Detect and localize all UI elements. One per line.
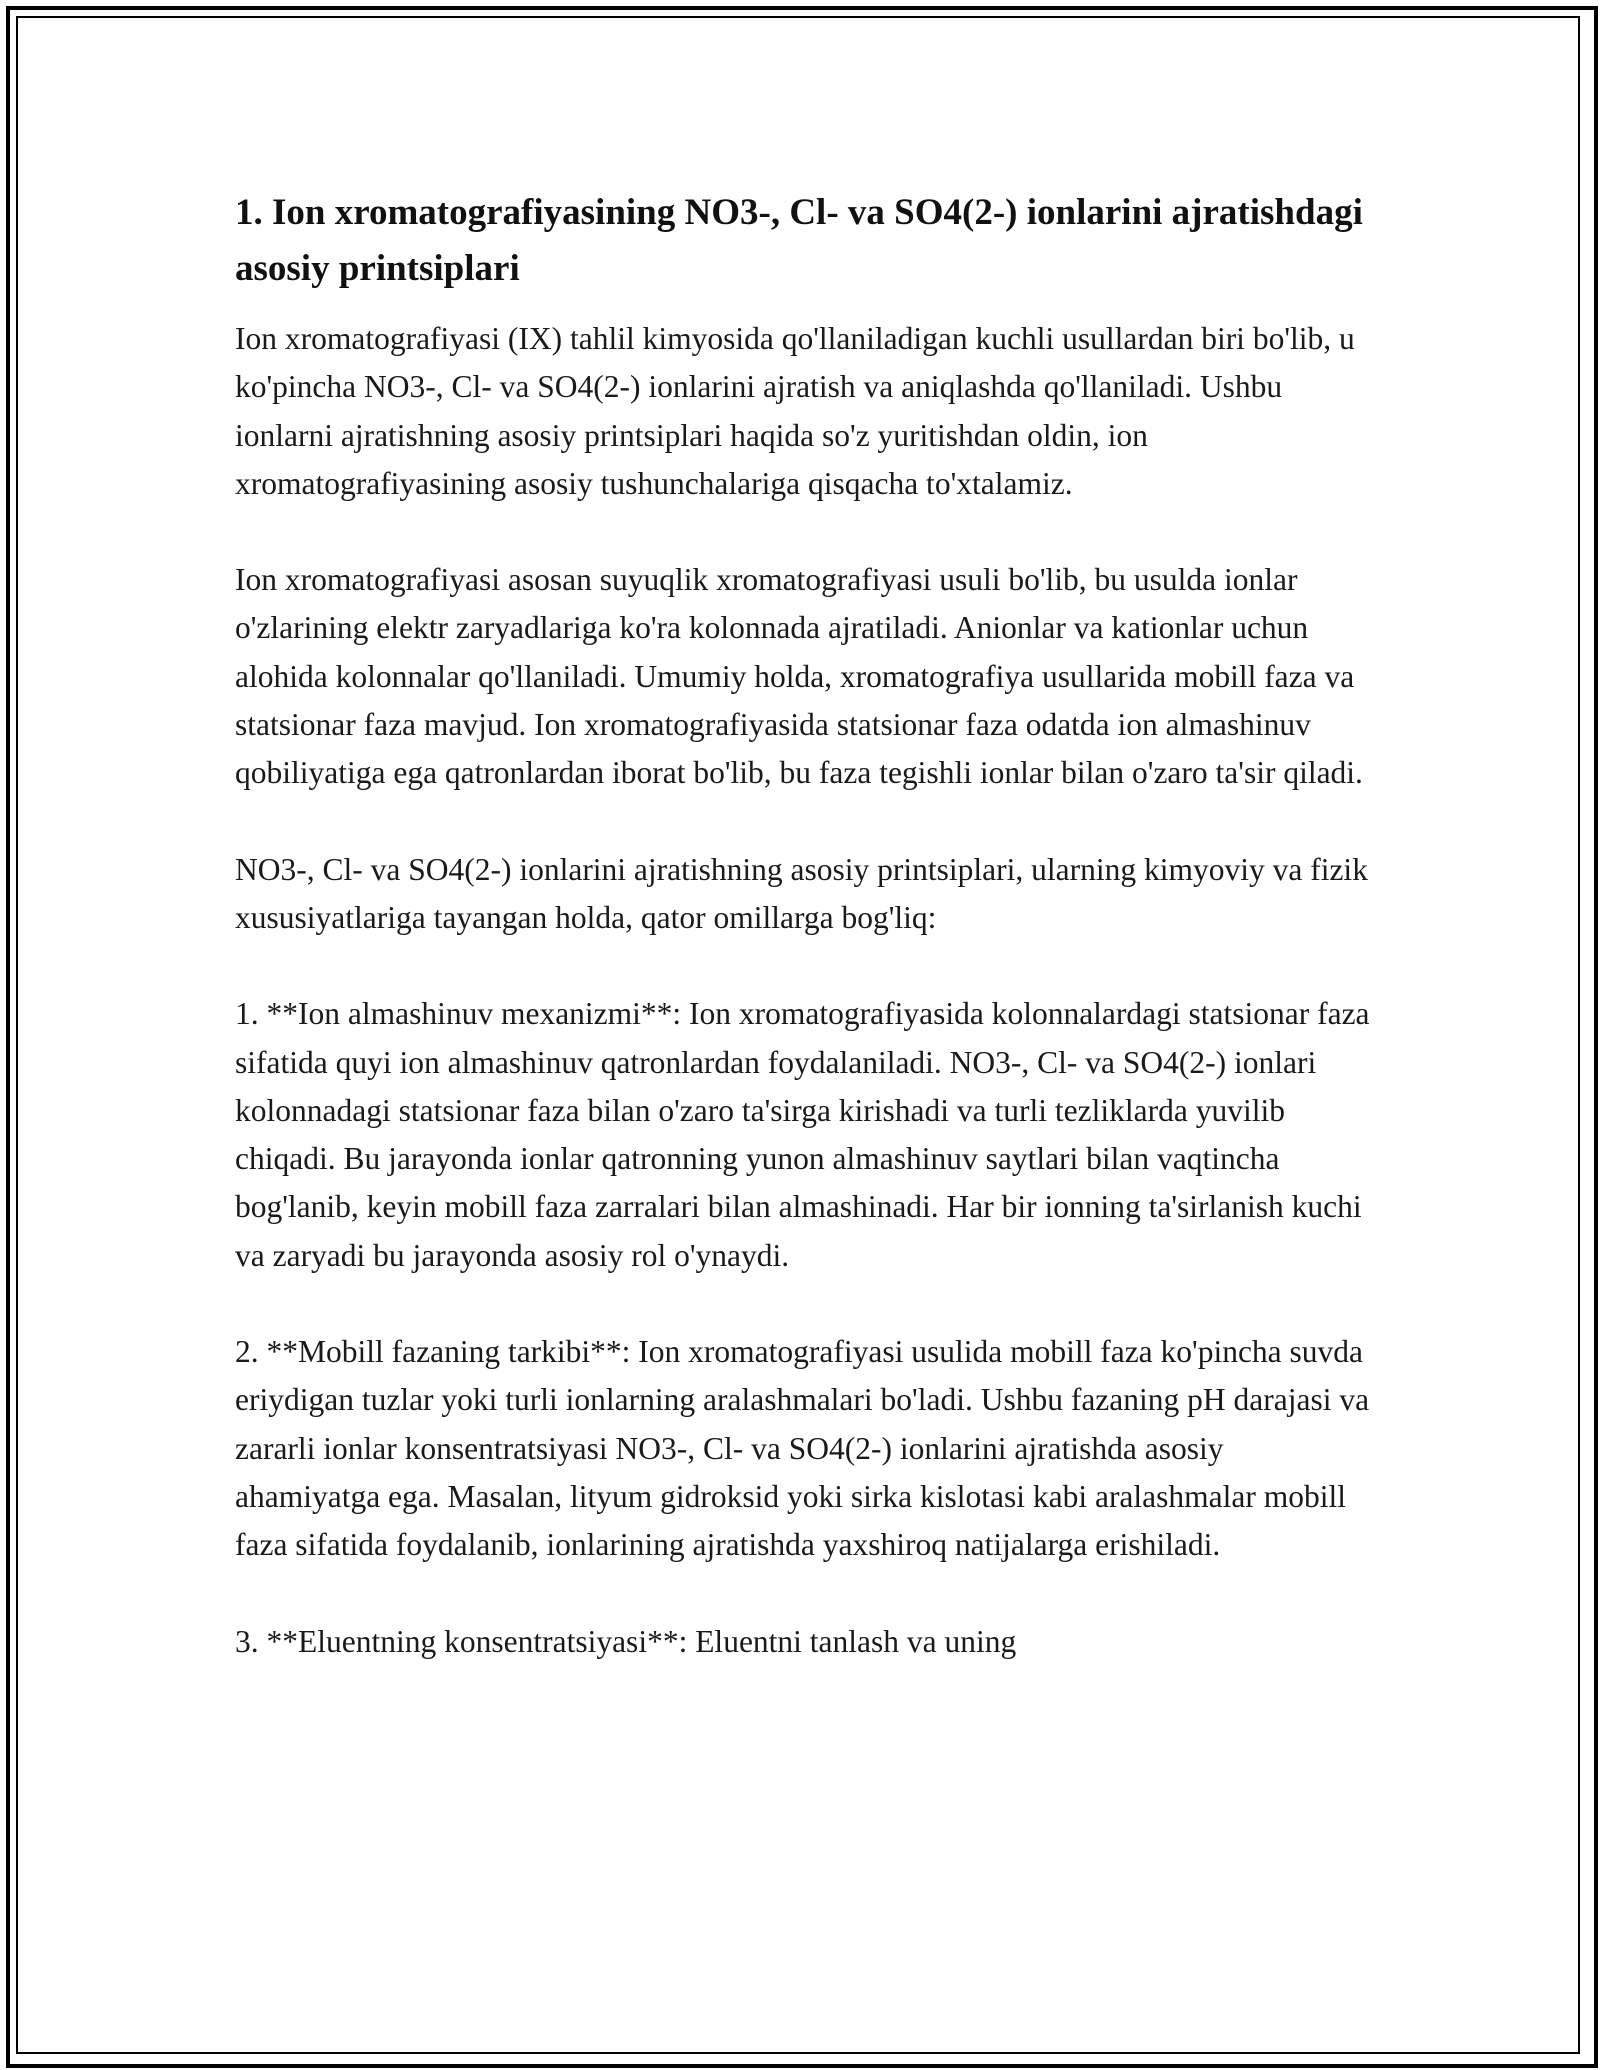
paragraph-item-3: 3. **Eluentning konsentratsiyasi**: Eluentni tanlash va uning bbox=[235, 1623, 1017, 1659]
document-title: 1. Ion xromatografiyasining NO3-, Cl- va SO4(2-) ionlarini ajratishdagi asosiy printsiplari bbox=[235, 192, 1363, 289]
document-body bbox=[235, 185, 1370, 1666]
paragraph-item-2: 2. **Mobill fazaning tarkibi**: Ion xromatografiyasi usulida mobill faza ko'pincha suvda eriydigan tuzlar yoki turli ionlarning aralashmalari bo'ladi. Ushbu fazaning pH darajasi va zararli ionlar konsentratsiyasi NO3-, Cl- va SO4(2-) ionlarini ajratishda asosiy ahamiyatga ega. Masalan, lityum gidroksid yoki sirka kislotasi kabi aralashmalar mobill faza sifatida foydalanib, ionlarining ajratishda yaxshiroq natijalarga erishiladi. bbox=[235, 1334, 1370, 1563]
paragraph-intro: Ion xromatografiyasi (IX) tahlil kimyosida qo'llaniladigan kuchli usullardan biri bo'lib, u ko'pincha NO3-, Cl- va SO4(2-) ionlarini ajratish va aniqlashda qo'llaniladi. Ushbu ionlarni ajratishning asosiy printsiplari haqida so'z yuritishdan oldin, ion xromatografiyasining asosiy tushunchalariga qisqacha to'xtalamiz. bbox=[235, 321, 1355, 501]
paragraph-overview: Ion xromatografiyasi asosan suyuqlik xromatografiyasi usuli bo'lib, bu usulda ionlar o'zlarining elektr zaryadlariga ko'ra kolonnada ajratiladi. Anionlar va kationlar uchun alohida kolonnalar qo'llaniladi. Umumiy holda, xromatografiya usullarida mobill faza va statsionar faza mavjud. Ion xromatografiyasida statsionar faza odatda ion almashinuv qobiliyatiga ega qatronlardan iborat bo'lib, bu faza tegishli ionlar bilan o'zaro ta'sir qiladi. bbox=[235, 562, 1363, 791]
paragraph-item-1: 1. **Ion almashinuv mexanizmi**: Ion xromatografiyasida kolonnalardagi statsionar faza sifatida quyi ion almashinuv qatronlardan foydalaniladi. NO3-, Cl- va SO4(2-) ionlari kolonnadagi statsionar faza bilan o'zaro ta'sirga kirishadi va turli tezliklarda yuvilib chiqadi. Bu jarayonda ionlar qatronning yunon almashinuv saytlari bilan vaqtincha bog'lanib, keyin mobill faza zarralari bilan almashinadi. Har bir ionning ta'sirlanish kuchi va zaryadi bu jarayonda asosiy rol o'ynaydi. bbox=[235, 996, 1370, 1273]
paragraph-principles-lead: NO3-, Cl- va SO4(2-) ionlarini ajratishning asosiy printsiplari, ularning kimyoviy va fizik xususiyatlariga tayangan holda, qator omillarga bog'liq: bbox=[235, 851, 1368, 935]
